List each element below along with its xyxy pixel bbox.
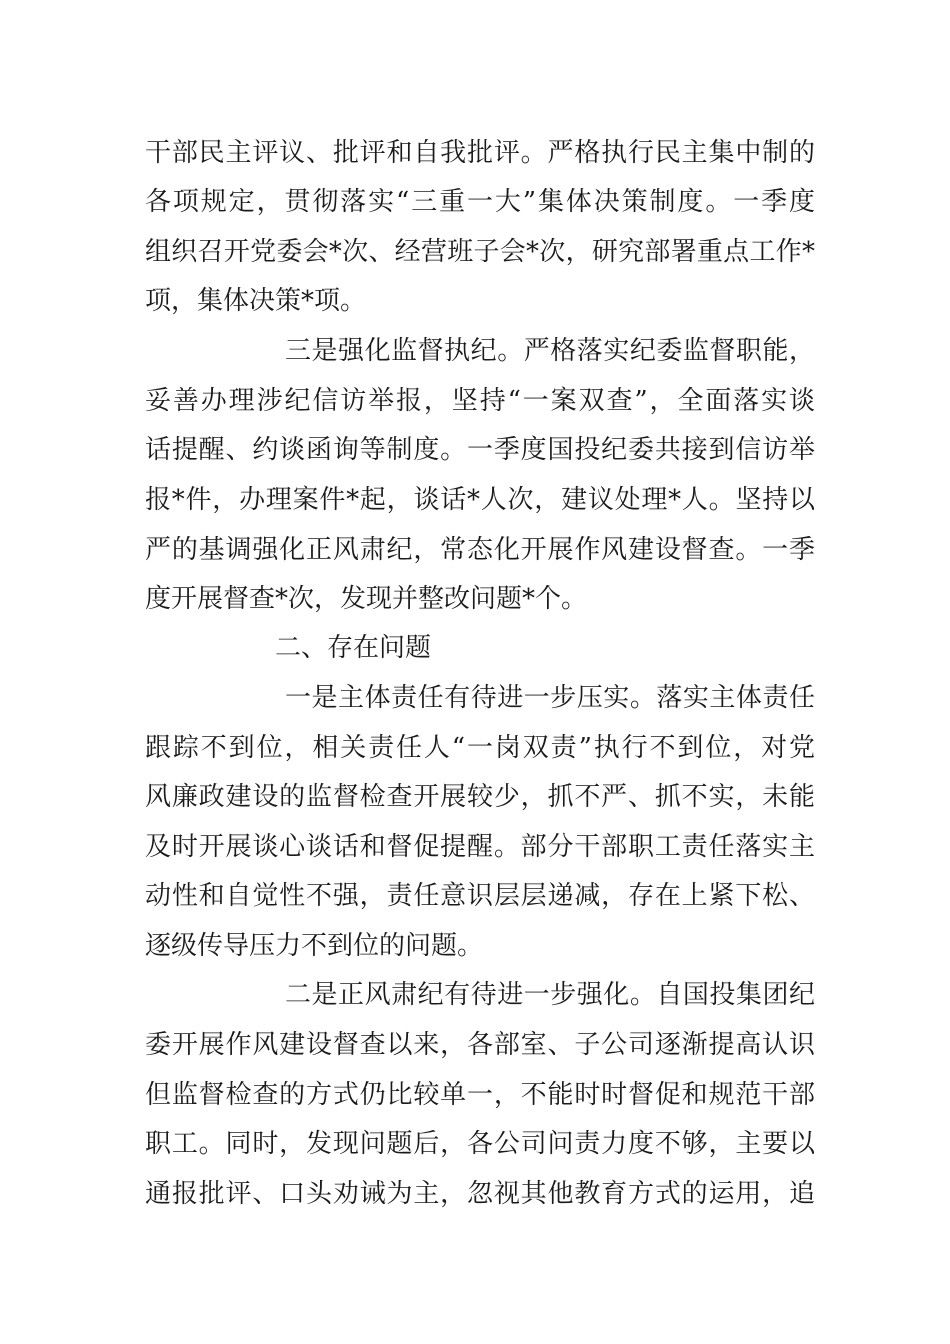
- paragraph-start-line: 二是正风肃纪有待进一步强化。自国投集团纪: [285, 980, 815, 1010]
- text-line: 通报批评、口头劝诫为主，忽视其他教育方式的运用，追: [145, 1179, 815, 1209]
- text-line: 风廉政建设的监督检查开展较少，抓不严、抓不实，未能: [145, 782, 815, 812]
- text-line: 干部民主评议、批评和自我批评。严格执行民主集中制的: [145, 138, 815, 168]
- text-line: 严的基调强化正风肃纪，常态化开展作风建设督查。一季: [145, 535, 815, 565]
- paragraph-start-line: 三是强化监督执纪。严格落实纪委监督职能，: [285, 336, 815, 366]
- text-line: 项，集体决策*项。: [145, 286, 367, 316]
- text-line: 组织召开党委会*次、经营班子会*次，研究部署重点工作*: [145, 237, 815, 267]
- text-line: 职工。同时，发现问题后，各公司问责力度不够，主要以: [145, 1129, 815, 1159]
- text-line: 但监督检查的方式仍比较单一，不能时时督促和规范干部: [145, 1080, 815, 1110]
- section-heading: 二、存在问题: [275, 633, 432, 663]
- text-line: 各项规定，贯彻落实“三重一大”集体决策制度。一季度: [145, 187, 815, 217]
- text-line: 跟踪不到位，相关责任人“一岗双责”执行不到位，对党: [145, 733, 815, 763]
- text-line: 及时开展谈心谈话和督促提醒。部分干部职工责任落实主: [145, 832, 815, 862]
- text-line: 报*件，办理案件*起，谈话*人次，建议处理*人。坚持以: [145, 485, 815, 515]
- text-line: 妥善办理涉纪信访举报，坚持“一案双查”，全面落实谈: [145, 386, 815, 416]
- text-line: 委开展作风建设督查以来，各部室、子公司逐渐提高认识: [145, 1030, 815, 1060]
- text-line: 话提醒、约谈函询等制度。一季度国投纪委共接到信访举: [145, 435, 815, 465]
- text-line: 动性和自觉性不强，责任意识层层递减，存在上紧下松、: [145, 881, 815, 911]
- text-line: 逐级传导压力不到位的问题。: [145, 931, 484, 961]
- text-line: 度开展督查*次，发现并整改问题*个。: [145, 584, 588, 614]
- paragraph-start-line: 一是主体责任有待进一步压实。落实主体责任: [285, 683, 815, 713]
